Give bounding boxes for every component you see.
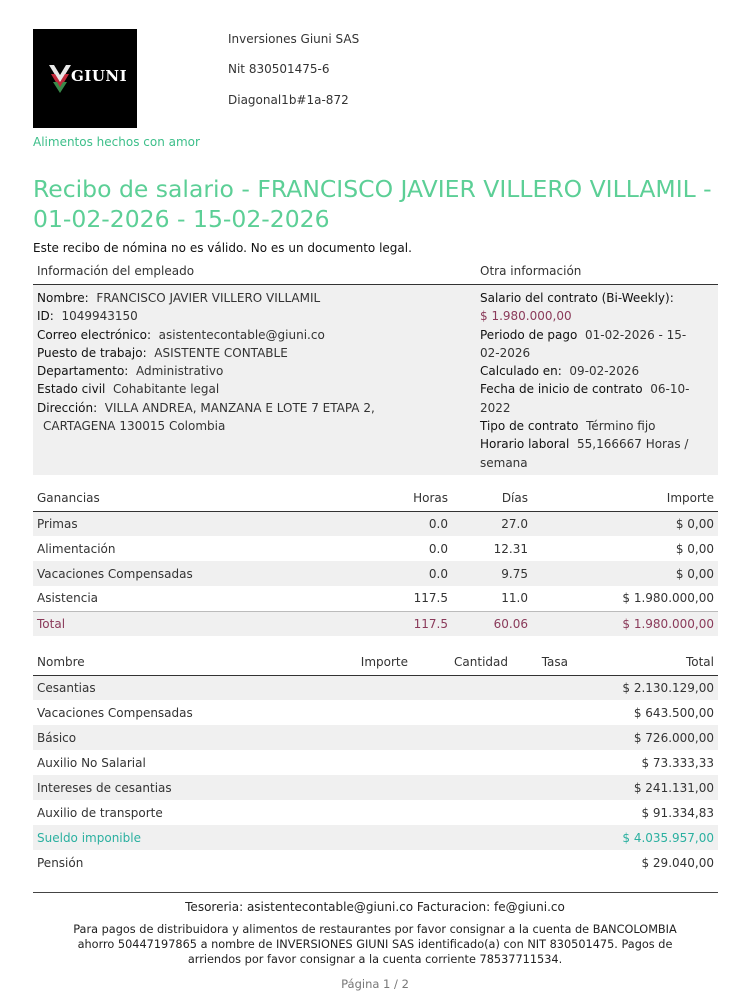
detail-total: $ 4.035.957,00	[572, 825, 718, 850]
company-tagline: Alimentos hechos con amor	[33, 135, 200, 149]
table-row	[33, 800, 718, 825]
employee-name: Nombre: FRANCISCO JAVIER VILLERO VILLAMIL	[37, 291, 321, 305]
earnings-header-row	[33, 486, 718, 511]
earning-amount: $ 1.980.000,00	[622, 591, 714, 606]
contract-start: Fecha de inicio de contrato 06-10-	[480, 382, 690, 397]
details-header-total: Total	[572, 650, 718, 675]
employee-address-line2: CARTAGENA 130015 Colombia	[43, 419, 226, 434]
earning-days: 12.31	[493, 541, 528, 556]
table-row	[33, 700, 718, 725]
total-amount: $ 1.980.000,00	[532, 611, 718, 636]
employee-department: Departamento: Administrativo	[37, 364, 224, 379]
table-row	[33, 775, 718, 800]
details-table	[33, 650, 718, 875]
earnings-header-hours: Horas	[333, 486, 452, 511]
table-row	[33, 750, 718, 775]
info-header	[33, 259, 718, 285]
detail-total: $ 241.131,00	[572, 775, 718, 800]
detail-name: Vacaciones Compensadas	[37, 705, 193, 720]
total-hours: 117.5	[333, 611, 452, 636]
earning-name: Asistencia	[37, 591, 99, 606]
table-row	[33, 850, 718, 875]
earnings-header-amount: Importe	[532, 486, 718, 511]
table-row	[33, 536, 718, 561]
earnings-table	[33, 486, 718, 636]
company-address: Diagonal1b#1a-872	[228, 93, 349, 107]
company-logo	[33, 29, 137, 128]
earnings-total-row	[33, 611, 718, 636]
taxable-salary-row	[33, 825, 718, 850]
total-label: Total	[33, 611, 333, 636]
other-info	[480, 289, 712, 472]
employee-email: Correo electrónico: asistentecontable@giuni.co	[37, 327, 325, 342]
detail-total: $ 643.500,00	[633, 705, 714, 720]
pay-period: Periodo de pago 01-02-2026 - 15-	[480, 327, 687, 342]
earning-amount: $ 0,00	[675, 541, 714, 556]
employee-id: ID: 1049943150	[37, 309, 138, 324]
earnings-header-days: Días	[452, 486, 532, 511]
total-days: 60.06	[452, 611, 532, 636]
pay-period-line2: 02-2026	[480, 345, 531, 360]
employee-address: Dirección: VILLA ANDREA, MANZANA E LOTE 7 ETAPA 2,	[37, 400, 375, 415]
detail-name: Pensión	[37, 855, 84, 870]
details-header-quantity: Cantidad	[412, 650, 512, 675]
earning-days: 11.0	[501, 591, 528, 606]
details-header-name: Nombre	[33, 650, 273, 675]
detail-name: Auxilio No Salarial	[37, 755, 146, 770]
giuni-logo-icon	[49, 65, 71, 93]
table-row	[33, 561, 718, 586]
detail-total: $ 2.130.129,00	[572, 675, 718, 700]
earning-days: 27.0	[452, 511, 532, 536]
earning-days: 9.75	[452, 561, 532, 586]
logo-text: GIUNI	[71, 67, 128, 85]
page-number: Página 1 / 2	[341, 977, 409, 991]
detail-total: $ 29.040,00	[641, 855, 714, 870]
footer-contacts: Tesoreria: asistentecontable@giuni.co Facturacion: fe@giuni.co	[185, 900, 565, 914]
earning-name: Primas	[33, 511, 333, 536]
salary-value: $ 1.980.000,00	[480, 309, 572, 324]
footer-divider	[33, 892, 718, 893]
detail-name: Básico	[33, 725, 572, 750]
salary-label: Salario del contrato (Bi-Weekly):	[480, 291, 674, 305]
company-nit: Nit 830501475-6	[228, 62, 330, 76]
work-schedule-line2: semana	[480, 455, 528, 470]
earning-hours: 0.0	[333, 511, 452, 536]
detail-name: Cesantias	[33, 675, 572, 700]
table-row	[33, 725, 718, 750]
earning-amount: $ 0,00	[532, 561, 718, 586]
detail-total: $ 726.000,00	[572, 725, 718, 750]
work-schedule: Horario laboral 55,166667 Horas /	[480, 437, 689, 452]
table-row	[33, 511, 718, 536]
table-row	[33, 586, 718, 611]
table-row	[33, 675, 718, 700]
page-title: Recibo de salario - FRANCISCO JAVIER VILLERO VILLAMIL - 01-02-2026 - 15-02-2026	[33, 175, 712, 233]
details-header-amount: Importe	[273, 650, 412, 675]
detail-total: $ 91.334,83	[641, 805, 714, 820]
contract-start-line2: 2022	[480, 400, 511, 415]
company-name: Inversiones Giuni SAS	[228, 32, 360, 46]
contract-type: Tipo de contrato Término fijo	[480, 419, 656, 434]
employee-info-header: Información del empleado	[37, 264, 195, 278]
earning-hours: 0.0	[333, 561, 452, 586]
info-section	[33, 285, 718, 475]
earnings-header-name: Ganancias	[33, 486, 333, 511]
detail-name: Auxilio de transporte	[37, 805, 163, 820]
other-info-header: Otra información	[480, 264, 582, 278]
detail-name: Sueldo imponible	[33, 825, 572, 850]
disclaimer-text: Este recibo de nómina no es válido. No es un documento legal.	[33, 241, 412, 255]
earning-hours: 0.0	[428, 541, 448, 556]
detail-name: Intereses de cesantias	[33, 775, 572, 800]
earning-amount: $ 0,00	[532, 511, 718, 536]
employee-job: Puesto de trabajo: ASISTENTE CONTABLE	[37, 345, 288, 360]
calculated-on: Calculado en: 09-02-2026	[480, 364, 640, 379]
employee-info	[37, 289, 427, 435]
employee-civil-status: Estado civil Cohabitante legal	[37, 382, 220, 397]
detail-total: $ 73.333,33	[641, 755, 714, 770]
earning-name: Vacaciones Compensadas	[33, 561, 333, 586]
details-header-rate: Tasa	[512, 650, 572, 675]
details-header-row	[33, 650, 718, 675]
earning-name: Alimentación	[37, 541, 116, 556]
footer-payment-note: Para pagos de distribuidora y alimentos de restaurantes por favor consignar a la cuenta de BANCOLOMBIA ahorro 50447197865 a nombre de INVERSIONES GIUNI SAS identificado(a) con NIT 830501475. Pagos de arriendos por favor consignar a la cuenta corriente 78537711534.	[73, 923, 677, 966]
earning-hours: 117.5	[413, 591, 448, 606]
